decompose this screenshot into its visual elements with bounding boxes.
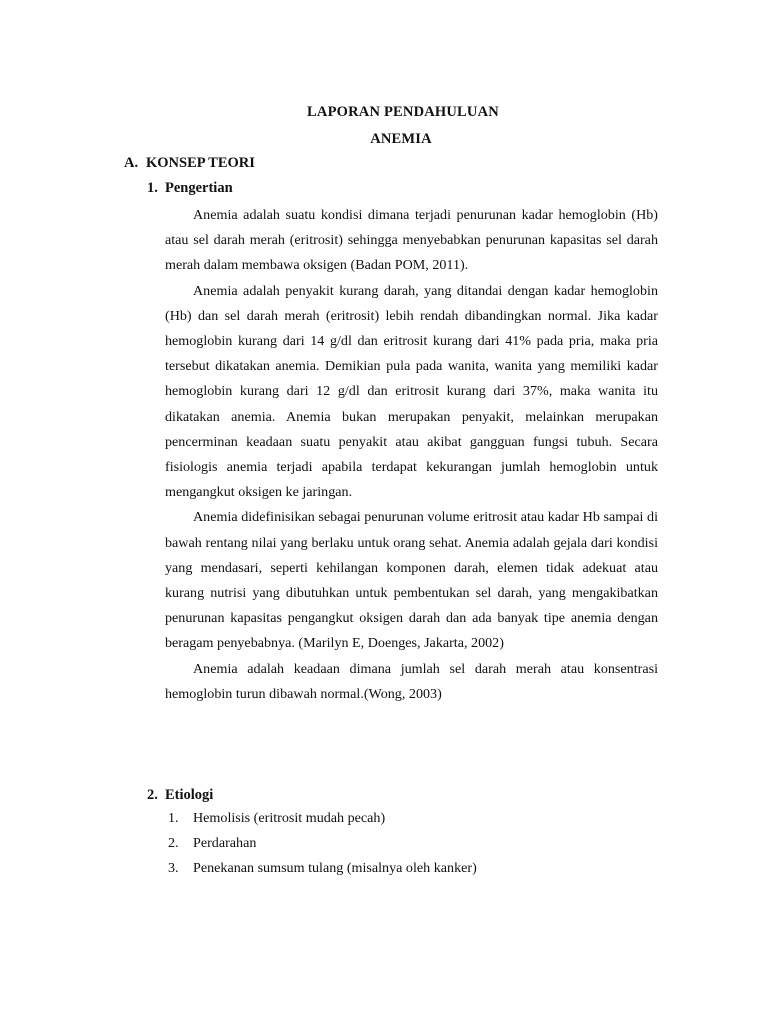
- paragraph: Anemia adalah penyakit kurang darah, yang ditandai dengan kadar hemoglobin (Hb) dan sel darah merah (eritrosit) lebih rendah dibandingkan normal. Jika kadar hemoglobin kurang dari 14 g/dl dan eritrosit kurang dari 41% pada pria, maka pria tersebut dikatakan anemia. Demikian pula pada wanita, wanita yang memiliki kadar hemoglobin kurang dari 12 g/dl dan eritrosit kurang dari 37%, maka wanita itu dikatakan anemia. Anemia bukan merupakan penyakit, melainkan merupakan pencerminan keadaan suatu penyakit atau akibat gangguan fungsi tubuh. Secara fisiologis anemia terjadi apabila terdapat kekurangan jumlah hemoglobin untuk mengangkut oksigen ke jaringan.: [165, 282, 658, 501]
- section-heading: [124, 155, 255, 172]
- pengertian-marker: 1.: [147, 180, 158, 196]
- section-marker: A.: [124, 155, 139, 171]
- list-item: [168, 856, 477, 881]
- section-heading-text: KONSEP TEORI: [146, 155, 255, 171]
- etiologi-heading: [147, 787, 213, 804]
- list-item-text: Penekanan sumsum tulang (misalnya oleh kanker): [193, 860, 477, 877]
- document-subtitle: ANEMIA: [370, 131, 432, 147]
- list-item: [168, 831, 477, 856]
- list-item-text: Hemolisis (eritrosit mudah pecah): [193, 810, 386, 826]
- document-title: LAPORAN PENDAHULUAN: [307, 104, 499, 120]
- etiologi-list: [168, 806, 477, 882]
- pengertian-heading: [147, 180, 233, 197]
- pengertian-heading-text: Pengertian: [165, 180, 233, 196]
- list-item-text: Perdarahan: [193, 835, 257, 852]
- etiologi-heading-text: Etiologi: [165, 787, 214, 803]
- paragraph: Anemia didefinisikan sebagai penurunan volume eritrosit atau kadar Hb sampai di bawah rentang nilai yang berlaku untuk orang sehat. Anemia adalah gejala dari kondisi yang mendasari, seperti kehilangan komponen darah, elemen tidak adekuat atau kurang nutrisi yang dibutuhkan untuk pembentukan sel darah, yang mengakibatkan penurunan kapasitas pengangkut oksigen darah dan ada banyak tipe anemia dengan beragam penyebabnya. (Marilyn E, Doenges, Jakarta, 2002): [165, 509, 658, 652]
- list-item-number: 2.: [168, 835, 179, 852]
- list-item-number: 1.: [168, 810, 179, 826]
- list-item-number: 3.: [168, 860, 179, 877]
- pengertian-body: [165, 203, 658, 707]
- paragraph: Anemia adalah keadaan dimana jumlah sel darah merah atau konsentrasi hemoglobin turun dibawah normal.(Wong, 2003): [165, 660, 658, 702]
- list-item: [168, 806, 477, 831]
- etiologi-marker: 2.: [147, 787, 158, 803]
- paragraph: Anemia adalah suatu kondisi dimana terjadi penurunan kadar hemoglobin (Hb) atau sel darah merah (eritrosit) sehingga menyebabkan penurunan kapasitas sel darah merah dalam membawa oksigen (Badan POM, 2011).: [165, 207, 658, 274]
